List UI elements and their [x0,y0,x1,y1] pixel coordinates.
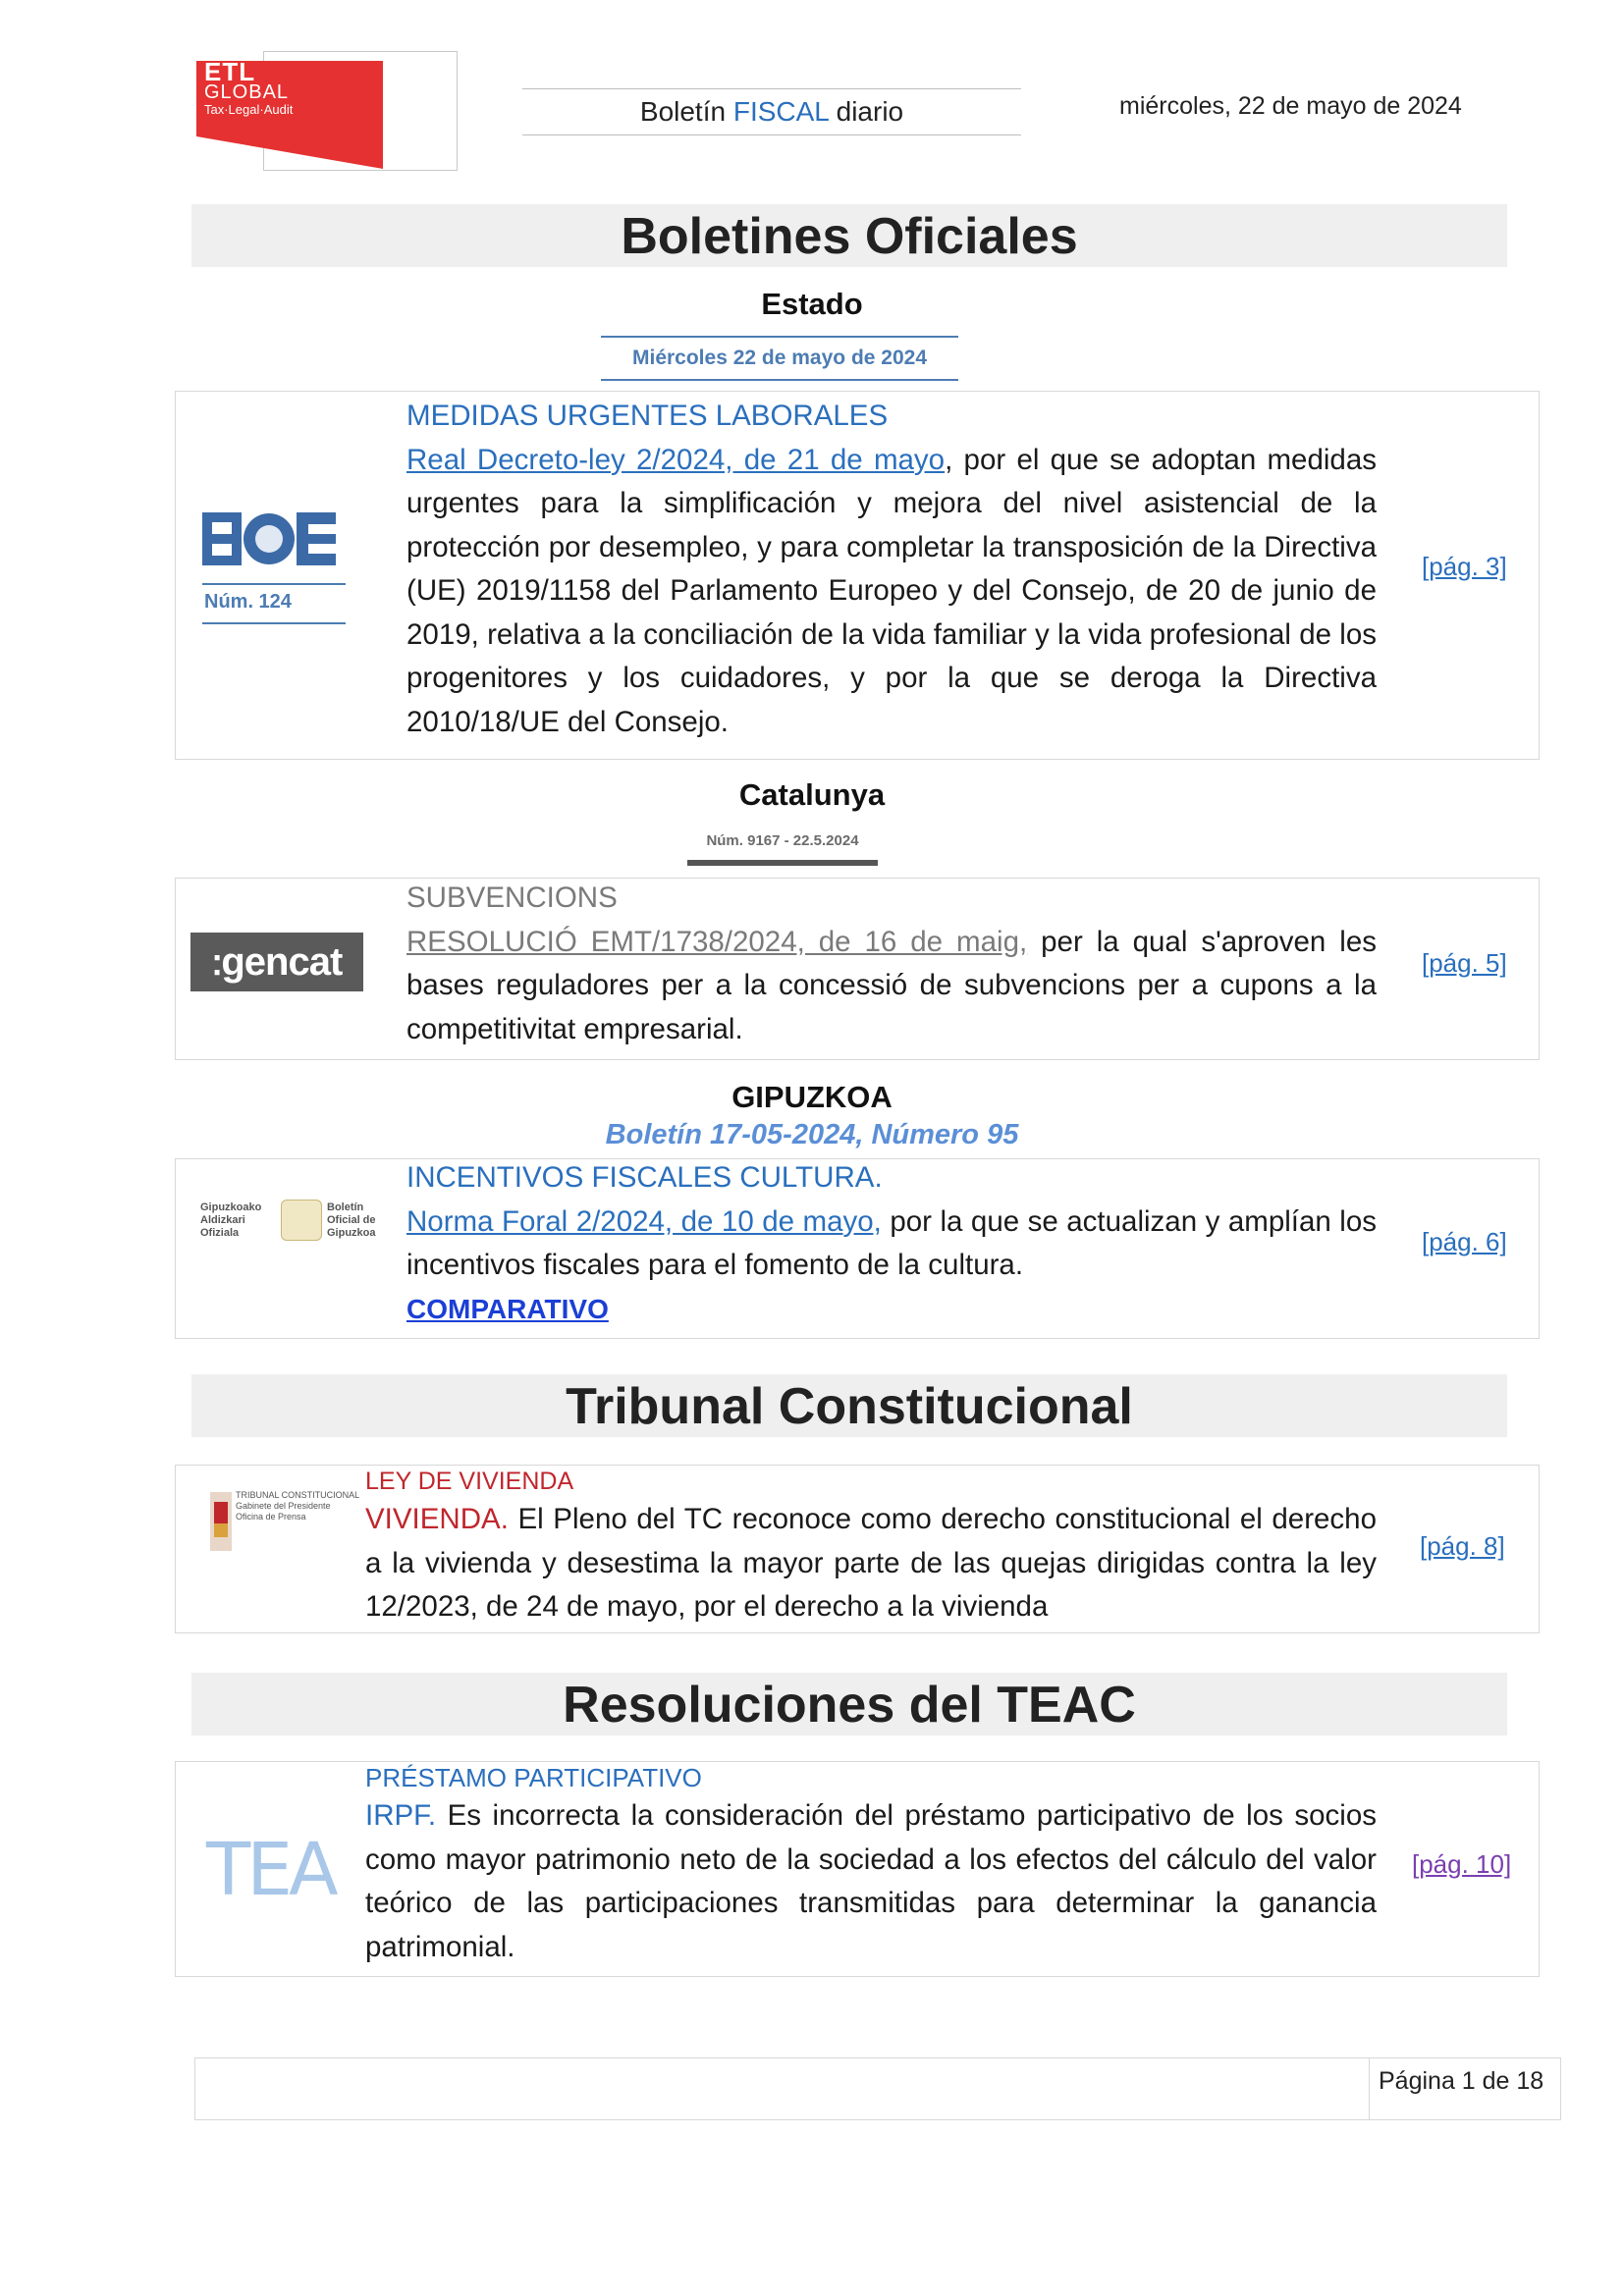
footer [194,2057,1561,2120]
logo-etl-text: ETL [204,57,256,86]
gipuzkoa-logo-line: Oficial de [327,1214,376,1226]
gipuzkoa-logo-left [200,1201,261,1240]
catalunya-heading: Catalunya [738,777,886,812]
section-resoluciones-teac: Resoluciones del TEAC [191,1673,1507,1735]
footer-divider [1369,2057,1370,2120]
estado-body: , por el que se adoptan medidas urgentes para la simplificación y mejora del nivel asistencial de la protección por desempleo, y para completar la transposición de la Directiva (UE) 2019/1158 del Parlamento Europeo y del Consejo, de 20 de junio de 2019, relativa a la conciliación de la vida familiar y la vida profesional de los progenitores y los cuidadores, y por la que se deroga la Directiva 2010/18/UE del Consejo. [406,443,1377,738]
catalunya-topic: SUBVENCIONS [406,881,618,914]
tea-logo-icon [206,1828,335,1912]
gipuzkoa-heading: GIPUZKOA [731,1080,893,1114]
catalunya-law-link[interactable]: RESOLUCIÓ EMT/1738/2024, de 16 de maig, [406,925,1028,958]
gipuzkoa-seal-icon [281,1200,322,1241]
logo-tagline: Tax·Legal·Audit [204,102,294,117]
section-tribunal-constitucional: Tribunal Constitucional [191,1374,1507,1437]
estado-topic: MEDIDAS URGENTES LABORALES [406,400,889,432]
estado-law-link[interactable]: Real Decreto-ley 2/2024, de 21 de mayo [406,443,946,476]
gipuzkoa-logo-line: Gipuzkoa [327,1227,376,1239]
dogc-bar [687,860,878,866]
gencat-logo-text: gencat [221,940,343,984]
tc-logo-line: Oficina de Prensa [236,1512,306,1522]
gipuzkoa-logo-line: Aldizkari [200,1214,245,1226]
bulletin-prefix: Boletín [639,96,733,127]
tc-topic: LEY DE VIVIENDA [365,1468,574,1495]
logo-global-text: GLOBAL [204,81,290,103]
catalunya-body: per la qual s'aproven les bases reguladores per a la concessió de subvencions per a cupons a la competitivitat empresarial. [406,925,1377,1045]
teac-entry-text [365,1761,1377,1969]
tc-logo-line: TRIBUNAL CONSTITUCIONAL [236,1490,360,1500]
tea-logo-text: TEA [206,1828,335,1912]
teac-page-link[interactable]: [pág. 10] [1412,1849,1512,1879]
tc-lead: VIVIENDA. [365,1503,509,1535]
estado-page-link[interactable]: [pág. 3] [1422,552,1507,581]
gipuzkoa-page-link[interactable]: [pág. 6] [1422,1227,1507,1256]
gipuzkoa-topic: INCENTIVOS FISCALES CULTURA. [406,1161,883,1194]
boe-date-banner: Miércoles 22 de mayo de 2024 [601,336,958,381]
section-boletines-oficiales: Boletines Oficiales [191,204,1507,267]
tc-logo-text [236,1490,359,1522]
catalunya-page-link[interactable]: [pág. 5] [1422,948,1507,978]
boe-divider [202,583,346,585]
gipuzkoa-entry-text [406,1156,1377,1331]
header-date: miércoles, 22 de mayo de 2024 [1119,92,1462,120]
bulletin-suffix: diario [828,96,904,127]
tc-body: El Pleno del TC reconoce como derecho constitucional el derecho a la vivienda y desestima la mayor parte de las quejas dirigidas contra la ley 12/2023, de 24 de mayo, por el derecho a la vivienda [365,1503,1377,1623]
boe-divider [202,622,346,624]
estado-heading: Estado [761,287,863,321]
bulletin-fiscal: FISCAL [732,96,829,127]
gipuzkoa-logo-right [327,1201,376,1240]
gipuzkoa-logo-line: Ofiziala [200,1227,240,1239]
dogc-number: Núm. 9167 - 22.5.2024 [706,832,859,849]
catalunya-entry-text [406,877,1377,1051]
comparativo-link[interactable]: COMPARATIVO [406,1293,609,1324]
teac-lead: IRPF. [365,1799,437,1832]
tc-entry-text [365,1465,1377,1629]
gipuzkoa-logo-line: Boletín [327,1201,364,1213]
boe-number: Núm. 124 [204,591,292,613]
tc-page-link[interactable]: [pág. 8] [1420,1531,1505,1561]
boe-logo-icon [202,512,336,565]
gipuzkoa-boletin: Boletín 17-05-2024, Número 95 [605,1119,1019,1150]
estado-entry-text [406,395,1377,744]
teac-body: Es incorrecta la consideración del préstamo participativo de los socios como mayor patrimonio neto de la sociedad a los efectos del cálculo del valor teórico de las participaciones transmitidas para determinar la ganancia patrimonial. [365,1799,1377,1963]
gipuzkoa-law-link[interactable]: Norma Foral 2/2024, de 10 de mayo, [406,1204,882,1238]
bulletin-title [522,88,1021,135]
page-number: Página 1 de 18 [1379,2067,1544,2095]
gipuzkoa-logo-line: Gipuzkoako [200,1201,262,1213]
gipuzkoa-body: por la que se actualizan y amplían los incentivos fiscales para el fomento de la cultura. [406,1204,1377,1281]
gencat-logo-icon: ⁚gencat [190,933,363,991]
tc-logo-line: Gabinete del Presidente [236,1501,331,1511]
teac-topic: PRÉSTAMO PARTICIPATIVO [365,1763,702,1792]
